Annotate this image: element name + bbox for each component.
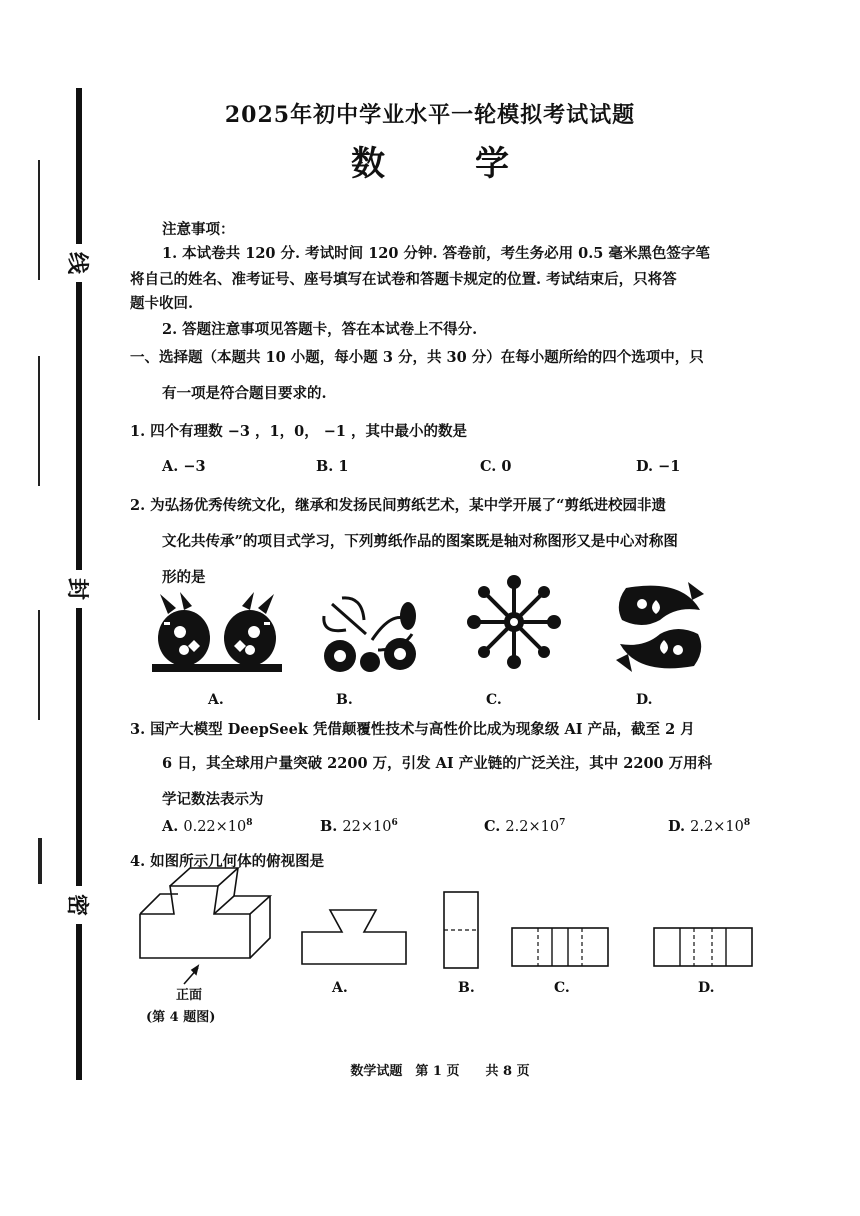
section1-line1: 一、选择题（本题共 10 小题，每小题 3 分，共 30 分）在每小题所给的四个选项中，只 bbox=[130, 349, 704, 366]
q3-line1: 3. 国产大模型 DeepSeek 凭借颠覆性技术与高性价比成为现象级 AI 产品，截至 2 月 bbox=[130, 721, 695, 738]
q1-option-b: B. 1 bbox=[316, 458, 349, 475]
page-footer: 数学试题 第 1 页 共 8 页 bbox=[350, 1064, 530, 1079]
q2-line3: 形的是 bbox=[162, 569, 206, 586]
q4-option-d-figure bbox=[652, 926, 756, 970]
q2-line1: 2. 为弘扬优秀传统文化，继承和发扬民间剪纸艺术，某中学开展了“剪纸进校园非遗 bbox=[130, 497, 667, 514]
margin-mark bbox=[38, 610, 40, 720]
notice-heading: 注意事项： bbox=[162, 221, 235, 238]
q4-figure-caption: (第 4 题图) bbox=[146, 1010, 216, 1025]
q3-option-a: A. $0.22\times 10^8$ bbox=[162, 818, 253, 835]
q4-front-label: 正面 bbox=[176, 988, 203, 1003]
q4-option-a-figure bbox=[300, 906, 408, 966]
q4-caption-d: D. bbox=[698, 980, 715, 996]
binding-char-line: 线 bbox=[60, 244, 98, 282]
q2-caption-c: C. bbox=[486, 692, 502, 708]
q4-caption-c: C. bbox=[554, 980, 570, 996]
q1-stem: 1. 四个有理数 −3 ，1，0， −1 ，其中最小的数是 bbox=[130, 423, 468, 440]
q2-caption-b: B. bbox=[336, 692, 353, 708]
q4-option-b-figure bbox=[442, 890, 482, 972]
q3-option-b: B. $22\times 10^6$ bbox=[320, 818, 398, 835]
q2-caption-a: A. bbox=[208, 692, 224, 708]
notice-item1-line2: 将自己的姓名、准考证号、座号填写在试卷和答题卡规定的位置. 考试结束后，只将答 bbox=[130, 271, 677, 288]
papercut-fish-image bbox=[612, 580, 708, 674]
papercut-dragonfly-image bbox=[312, 590, 428, 676]
q1-option-d: D. −1 bbox=[636, 458, 681, 475]
margin-mark bbox=[38, 356, 40, 486]
q3-option-c: C. $2.2\times 10^7$ bbox=[484, 818, 566, 835]
papercut-rabbits-image bbox=[150, 592, 284, 676]
q1-option-a: A. −3 bbox=[162, 458, 206, 475]
q4-stem: 4. 如图所示几何体的俯视图是 bbox=[130, 853, 325, 870]
notice-item2: 2. 答题注意事项见答题卡，答在本试卷上不得分. bbox=[162, 321, 478, 338]
q3-option-d: D. $2.2\times 10^8$ bbox=[668, 818, 751, 835]
margin-mark bbox=[38, 838, 42, 884]
q4-option-c-figure bbox=[510, 926, 612, 970]
q4-solid-figure bbox=[136, 880, 276, 990]
binding-char-seal: 封 bbox=[60, 570, 98, 608]
subject-title: 数 学 bbox=[351, 144, 537, 184]
q2-caption-d: D. bbox=[636, 692, 653, 708]
papercut-snowflake-image bbox=[462, 570, 566, 674]
q3-line3: 学记数法表示为 bbox=[162, 791, 264, 808]
q4-caption-a: A. bbox=[332, 980, 348, 996]
notice-item1-line1: 1. 本试卷共 120 分. 考试时间 120 分钟. 答卷前，考生务必用 0.5 毫米黑色签字笔 bbox=[162, 245, 710, 262]
q3-line2: 6 日，其全球用户量突破 2200 万，引发 AI 产业链的广泛关注，其中 2200 万用科 bbox=[162, 755, 713, 772]
q2-line2: 文化共传承”的项目式学习，下列剪纸作品的图案既是轴对称图形又是中心对称图 bbox=[162, 533, 678, 550]
q4-caption-b: B. bbox=[458, 980, 475, 996]
exam-title: 2025年初中学业水平一轮模拟考试试题 bbox=[224, 102, 636, 128]
binding-char-secret: 密 bbox=[60, 886, 98, 924]
section1-line2: 有一项是符合题目要求的. bbox=[162, 385, 327, 402]
q1-option-c: C. 0 bbox=[480, 458, 512, 475]
notice-item1-line3: 题卡收回. bbox=[130, 295, 194, 312]
